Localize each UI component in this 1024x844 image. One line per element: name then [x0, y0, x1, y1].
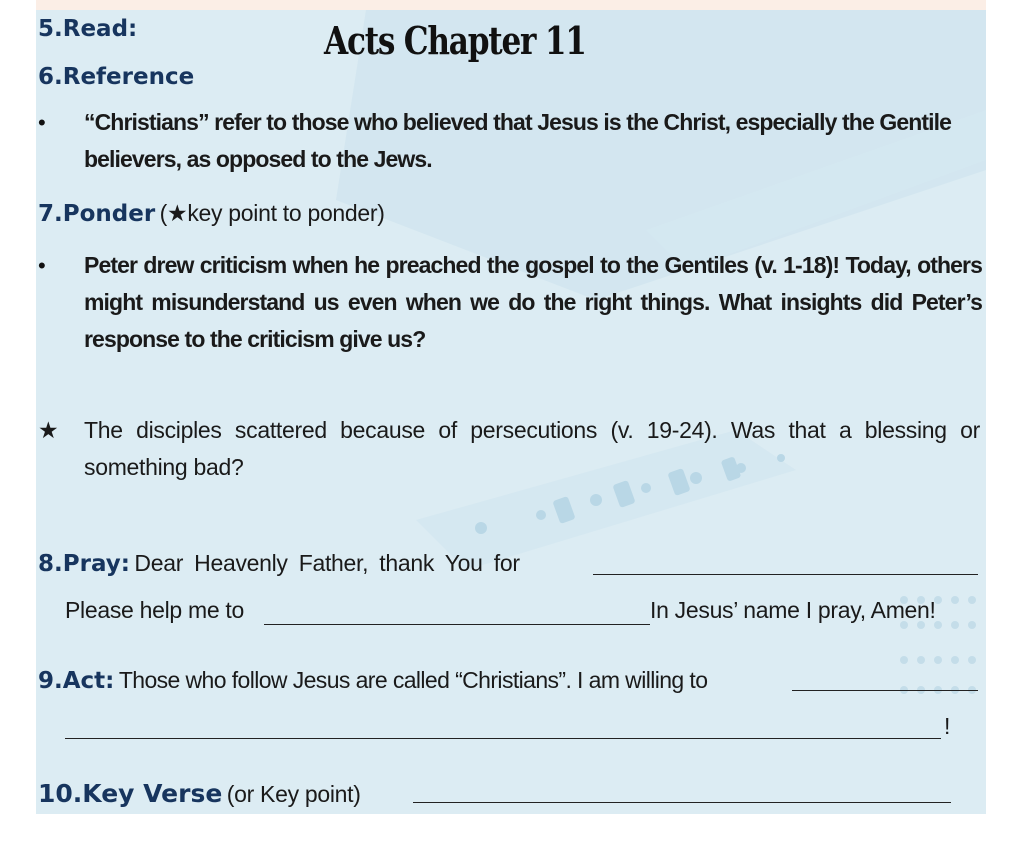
pray-line-1 — [38, 545, 520, 582]
pray-help-blank[interactable] — [264, 624, 650, 625]
ponder-heading: 7.Ponder — [38, 201, 156, 227]
keyverse-heading: 10.Key Verse — [38, 779, 223, 808]
keyverse-blank[interactable] — [413, 802, 951, 803]
reference-heading: 6.Reference — [38, 64, 195, 90]
ponder-note: key point to ponder) — [187, 200, 385, 226]
pray-heading: 8.Pray: — [38, 551, 130, 577]
pray-text-1: Dear Heavenly Father, thank You for — [134, 550, 520, 576]
ponder-header: 7.Ponder (★key point to ponder) — [38, 200, 385, 227]
reference-text: “Christians” refer to those who believed that Jesus is the Christ, especially the Gentile believers, as opposed to the Jews. — [84, 109, 951, 172]
bullet-icon: • — [38, 253, 46, 278]
ponder-question-1: Peter drew criticism when he preached the gospel to the Gentiles (v. 1-18)! Today, others might misunderstand us even when we do the right things. What insights did Peter’s response to the criticism give us? — [84, 252, 982, 352]
act-blank-2[interactable] — [65, 738, 941, 739]
keyverse-note: (or Key point) — [226, 781, 361, 807]
act-end-mark: ! — [944, 713, 951, 739]
act-heading: 9.Act: — [38, 668, 115, 694]
act-text: Those who follow Jesus are called “Christians”. I am willing to — [118, 667, 708, 693]
worksheet — [36, 0, 986, 814]
keyverse-line — [38, 776, 361, 813]
act-blank-1[interactable] — [792, 690, 978, 691]
star-icon: ★ — [38, 417, 59, 443]
act-line — [38, 662, 707, 699]
bullet-icon: • — [38, 110, 46, 135]
page-title: Acts Chapter 11 — [324, 18, 586, 63]
pray-text-2: Please help me to — [65, 597, 245, 623]
read-heading: 5.Read: — [38, 16, 138, 42]
ponder-question-2: The disciples scattered because of persecutions (v. 19-24). Was that a blessing or something bad? — [84, 417, 980, 480]
pray-closing: In Jesus’ name I pray, Amen! — [650, 597, 936, 623]
pray-thank-blank[interactable] — [593, 574, 978, 575]
star-icon: ★ — [167, 200, 188, 226]
